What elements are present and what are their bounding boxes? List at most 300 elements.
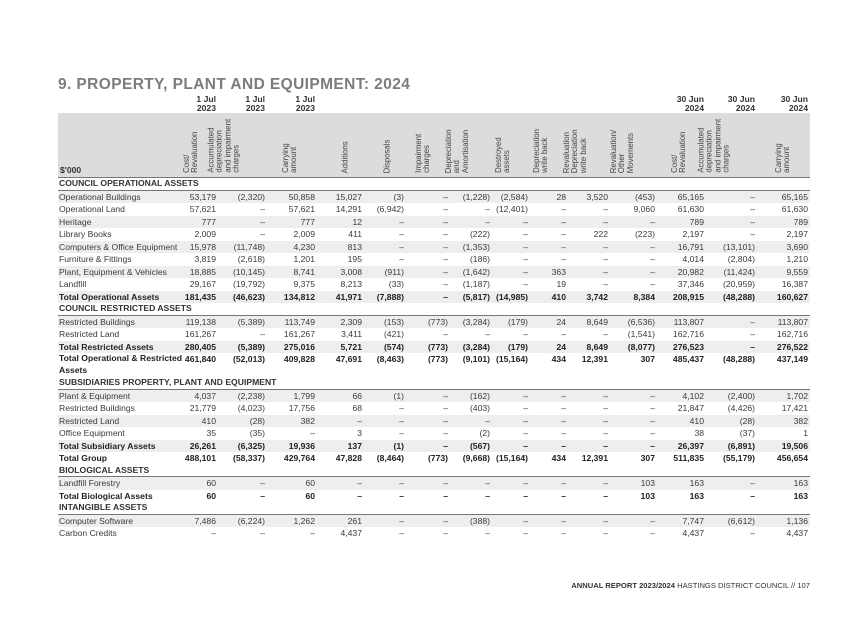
table-cell: (773) [427,316,448,327]
table-cell: 261 [347,515,362,526]
row-label: Library Books [59,229,112,239]
table-cell: (10,145) [232,266,265,277]
table-cell: – [523,403,528,413]
table-cell: 19,506 [781,440,808,451]
table-cell: (6,612) [727,515,755,526]
table-cell: – [603,490,608,501]
table-cell: 7,747 [682,515,704,526]
table-cell: (453) [634,191,655,202]
table-cell: – [750,229,755,239]
table-cell: 9,375 [293,279,315,289]
table-cell: – [443,266,448,277]
column-header-9: Revaluation Depreciation write back [561,129,588,173]
table-cell: – [650,440,655,451]
table-cell: – [750,528,755,538]
table-row [58,402,810,415]
table-cell: 9,559 [786,266,808,277]
table-cell: (1,353) [462,241,490,252]
table-cell: – [260,528,265,538]
table-cell: (48,288) [722,354,755,364]
table-row [58,390,810,403]
table-cell: – [750,216,755,227]
table-cell: 60 [305,478,315,488]
table-cell: – [650,390,655,401]
row-label: Landfill [59,279,87,289]
table-cell: – [523,515,528,526]
column-header-1: Accumulated depreciation and impairment charges [206,119,241,173]
table-cell: – [650,266,655,277]
table-cell: 437,149 [776,354,808,364]
table-cell: 60 [305,490,315,501]
table-cell: 137 [347,440,362,451]
table-cell: 4,014 [682,254,704,264]
row-label: Computers & Office Equipment [59,241,178,252]
column-header-10: Revaluation/ Other Movements [608,129,635,173]
table-cell: (6,224) [237,515,265,526]
table-cell: (567) [469,440,490,451]
table-cell: – [357,415,362,426]
column-header-4: Disposals [382,139,392,173]
table-cell: – [650,241,655,252]
table-cell: 12,391 [581,354,608,364]
table-cell: (3,284) [462,341,490,352]
table-cell: 276,522 [776,341,808,352]
row-label: Total Group [59,453,108,463]
table-cell: 410 [551,291,566,302]
table-cell: (421) [383,329,404,339]
table-cell: (5,389) [237,316,265,327]
table-cell: (37) [739,428,755,438]
table-cell: 5,721 [340,341,362,352]
table-cell: – [523,428,528,438]
table-cell: – [523,241,528,252]
date-header-1: 1 Jul 2023 [245,94,265,113]
table-cell: – [523,216,528,227]
table-cell: 163 [793,478,808,488]
table-cell: 16,791 [677,241,704,252]
table-cell: – [523,266,528,277]
date-header-12: 30 Jun 2024 [727,94,755,113]
table-cell: (1,642) [462,266,490,277]
table-cell: (5,389) [237,341,265,352]
table-cell: 113,749 [284,316,315,327]
table-cell: 61,630 [781,204,808,214]
table-cell: – [750,490,755,501]
table-cell: – [650,428,655,438]
table-cell: – [399,415,404,426]
row-label: Restricted Land [59,415,120,426]
table-cell: 4,037 [194,390,216,401]
table-cell: – [603,478,608,488]
table-cell: (179) [507,341,528,352]
table-cell: 511,835 [673,453,704,463]
table-cell: 57,621 [189,204,216,214]
table-cell: (2,584) [500,191,528,202]
table-row [58,241,810,254]
table-cell: (6,891) [727,440,755,451]
table-cell: – [523,415,528,426]
table-body [58,178,810,540]
table-cell: (52,013) [232,354,265,364]
table-cell: (3) [393,191,404,202]
table-cell: – [750,316,755,327]
table-cell: (6,325) [237,440,265,451]
table-cell: 1,201 [293,254,315,264]
table-cell: – [260,216,265,227]
table-cell: – [443,390,448,401]
table-cell: 17,756 [288,403,315,413]
table-cell: (58,337) [232,453,265,463]
date-header-0: 1 Jul 2023 [196,94,216,113]
table-cell: 777 [201,216,216,227]
table-cell: – [603,440,608,451]
table-cell: – [399,229,404,239]
table-cell: (20,959) [722,279,755,289]
row-label: Operational Land [59,204,125,214]
table-cell: 3,690 [786,241,808,252]
table-cell: 4,437 [786,528,808,538]
section-label: SUBSIDIARIES PROPERTY, PLANT AND EQUIPMENT [59,377,277,387]
table-cell: 103 [640,490,655,501]
table-cell: 35 [206,428,216,438]
table-cell: 15,978 [189,241,216,252]
table-cell: 9,060 [633,204,655,214]
table-cell: – [443,440,448,451]
section-label: COUNCIL OPERATIONAL ASSETS [59,178,199,188]
column-header-11: Cost/ Revaluation [670,131,688,173]
table-cell: – [561,229,566,239]
total-row [58,341,810,354]
table-cell: – [750,204,755,214]
column-header-0: Cost/ Revaluation [182,131,200,173]
table-cell: (2) [479,428,490,438]
table-cell: 2,197 [682,229,704,239]
table-cell: 60 [206,478,216,488]
table-cell: – [603,428,608,438]
table-row [58,427,810,440]
table-cell: – [650,528,655,538]
table-cell: 24 [556,341,566,352]
unit-label: $'000 [60,165,82,175]
table-cell: 4,437 [340,528,362,538]
table-cell: (1,187) [462,279,490,289]
table-cell: – [523,329,528,339]
row-label: Total Subsidiary Assets [59,440,156,451]
table-cell: – [310,428,315,438]
table-cell: (179) [507,316,528,327]
table-cell: 181,435 [184,291,216,302]
table-cell: 65,165 [677,191,704,202]
table-cell: (1,541) [627,329,655,339]
table-cell: – [561,428,566,438]
table-cell: – [310,528,315,538]
table-cell: 53,179 [189,191,216,202]
table-cell: (14,985) [495,291,528,302]
table-cell: 163 [793,490,808,501]
table-cell: (13,101) [722,241,755,252]
table-cell: (222) [469,229,490,239]
table-cell: 68 [352,403,362,413]
row-label: Office Equipment [59,428,125,438]
table-cell: 21,779 [189,403,216,413]
table-row [58,477,810,490]
table-cell: 410 [201,415,216,426]
table-cell: (11,424) [723,266,755,277]
section-label: BIOLOGICAL ASSETS [59,464,150,475]
table-cell: 208,915 [672,291,704,302]
section-row [58,502,810,515]
table-cell: 61,630 [677,204,704,214]
table-cell: 50,858 [288,191,315,202]
table-cell: 12,391 [581,453,608,463]
table-cell: 813 [347,241,362,252]
table-cell: (2,400) [727,390,755,401]
table-cell: – [603,403,608,413]
table-cell: – [399,478,404,488]
table-cell: 434 [551,354,566,364]
column-header-13: Carrying amount [774,143,792,173]
table-cell: 41,971 [335,291,362,302]
table-cell: (1,228) [462,191,490,202]
table-cell: (2,804) [727,254,755,264]
table-cell: – [357,490,362,501]
table-cell: – [399,428,404,438]
table-cell: 161,267 [184,329,216,339]
table-cell: (8,077) [627,341,655,352]
table-cell: 8,649 [586,316,608,327]
column-header-5: Impairment charges [414,134,432,173]
table-cell: 163 [689,490,704,501]
footer-report: ANNUAL REPORT 2023/2024 [571,581,675,590]
table-cell: 1,136 [786,515,808,526]
table-cell: – [650,279,655,289]
table-cell: – [603,415,608,426]
table-cell: – [399,254,404,264]
table-cell: (1) [393,440,404,451]
table-cell: 1,702 [786,390,808,401]
table-cell: 66 [352,390,362,401]
table-cell: 3,411 [341,329,362,339]
table-cell: – [443,515,448,526]
table-row [58,527,810,540]
table-cell: 20,982 [677,266,704,277]
table-cell: 19,936 [288,440,315,451]
table-cell: 8,741 [293,266,315,277]
table-cell: (28) [249,415,265,426]
column-header-3: Additions [340,140,350,173]
table-cell: – [443,329,448,339]
table-cell: 409,828 [283,354,315,364]
table-row [58,415,810,428]
table-cell: (5,817) [462,291,490,302]
table-cell: (9,101) [462,354,490,364]
table-cell: 103 [640,478,655,488]
table-cell: (11,748) [233,241,265,252]
row-label: Total Biological Assets [59,490,153,501]
table-cell: 163 [689,478,704,488]
table-cell: – [750,191,755,202]
table-cell: (2,618) [237,254,265,264]
table-cell: 37,346 [677,279,704,289]
table-cell: 119,138 [185,316,216,327]
table-cell: – [443,415,448,426]
section-row [58,377,810,390]
row-label: Total Operational Assets [59,291,160,302]
table-cell: (19,792) [232,279,265,289]
table-cell: (15,164) [495,453,528,463]
table-cell: – [603,515,608,526]
row-label: Operational Buildings [59,191,141,202]
table-cell: 789 [689,216,704,227]
table-cell: 275,016 [283,341,315,352]
column-header-7: Destroyed assets [494,137,512,173]
table-cell: – [650,403,655,413]
table-cell: – [399,528,404,538]
table-cell: – [750,329,755,339]
table-cell: (773) [427,341,448,352]
table-cell: 60 [206,490,216,501]
table-cell: – [260,204,265,214]
table-cell: 29,167 [189,279,216,289]
column-header-12: Accumulated depreciation and impairment charges [696,119,731,173]
table-cell: – [443,478,448,488]
table-cell: (773) [427,354,448,364]
table-cell: 19 [556,279,566,289]
table-cell: – [523,478,528,488]
row-label: Restricted Land [59,329,120,339]
table-cell: – [443,403,448,413]
table-cell: – [561,478,566,488]
table-cell: (7,888) [376,291,404,302]
table-cell: – [443,291,448,302]
table-cell: (33) [388,279,404,289]
table-cell: 2,197 [786,229,808,239]
table-cell: 16,387 [781,279,808,289]
row-label: Furniture & Fittings [59,254,132,264]
table-cell: – [443,254,448,264]
table-cell: – [485,329,490,339]
table-cell: (162) [469,390,490,401]
table-cell: – [603,254,608,264]
table-cell: – [260,229,265,239]
table-cell: (186) [469,254,490,264]
table-cell: – [603,528,608,538]
table-cell: (15,164) [495,354,528,364]
row-label: Heritage [59,216,92,227]
table-cell: – [443,216,448,227]
column-header-6: Depreciation and Amortisation [443,129,470,173]
table-cell: 3,520 [586,191,608,202]
table-cell: – [485,490,490,501]
table-cell: 3,008 [340,266,362,277]
table-cell: 3,742 [586,291,608,302]
table-cell: – [603,204,608,214]
table-cell: – [399,403,404,413]
table-cell: (574) [383,341,404,352]
table-cell: – [561,204,566,214]
table-cell: (223) [634,229,655,239]
page-footer [571,581,810,590]
footer-council-page: HASTINGS DISTRICT COUNCIL // 107 [674,581,810,590]
column-header-row [58,113,810,178]
table-cell: 65,165 [781,191,808,202]
table-cell: – [603,216,608,227]
table-cell: 429,764 [283,453,315,463]
table-cell: 461,840 [184,354,216,364]
table-cell: – [485,216,490,227]
table-cell: – [561,403,566,413]
table-cell: 777 [300,216,315,227]
row-label: Plant & Equipment [59,390,131,401]
table-cell: – [443,229,448,239]
table-cell: 162,716 [776,329,808,339]
table-cell: 307 [640,453,655,463]
table-cell: 456,654 [776,453,808,463]
table-cell: – [603,266,608,277]
table-cell: (55,179) [722,453,755,463]
table-cell: – [523,490,528,501]
row-label: Landfill Forestry [59,478,121,488]
table-cell: – [485,528,490,538]
table-cell: – [443,191,448,202]
table-cell: 276,523 [672,341,704,352]
table-cell: 8,649 [586,341,608,352]
total-row [58,353,810,377]
table-cell: (1) [393,390,404,401]
row-label: Restricted Buildings [59,403,135,413]
table-cell: – [211,528,216,538]
table-row [58,515,810,528]
table-cell: (46,623) [232,291,265,302]
table-cell: (12,401) [495,204,528,214]
table-cell: (8,464) [376,453,404,463]
table-cell: 162,716 [672,329,704,339]
table-cell: 160,627 [776,291,808,302]
table-cell: 134,812 [283,291,315,302]
total-row [58,291,810,304]
table-cell: (153) [383,316,404,327]
row-label: Carbon Credits [59,528,117,538]
table-cell: (35) [249,428,265,438]
table-row [58,278,810,291]
table-cell: (3,284) [462,316,490,327]
table-cell: – [399,515,404,526]
table-cell: 8,213 [340,279,362,289]
table-cell: (28) [739,415,755,426]
row-label: Total Restricted Assets [59,341,154,352]
table-cell: 113,807 [673,316,704,327]
table-cell: 26,261 [189,440,216,451]
table-cell: – [561,440,566,451]
table-cell: (911) [384,266,404,277]
table-cell: – [443,528,448,538]
table-cell: (4,023) [237,403,265,413]
table-cell: – [485,478,490,488]
table-cell: – [603,390,608,401]
table-cell: 1,210 [786,254,808,264]
table-row [58,191,810,204]
table-cell: 14,291 [335,204,362,214]
table-cell: 2,009 [293,229,315,239]
table-cell: 410 [689,415,704,426]
table-cell: – [750,341,755,352]
table-cell: – [485,415,490,426]
table-cell: 28 [556,191,566,202]
table-cell: – [443,279,448,289]
table-cell: – [650,254,655,264]
table-cell: – [603,241,608,252]
table-cell: 307 [640,354,655,364]
